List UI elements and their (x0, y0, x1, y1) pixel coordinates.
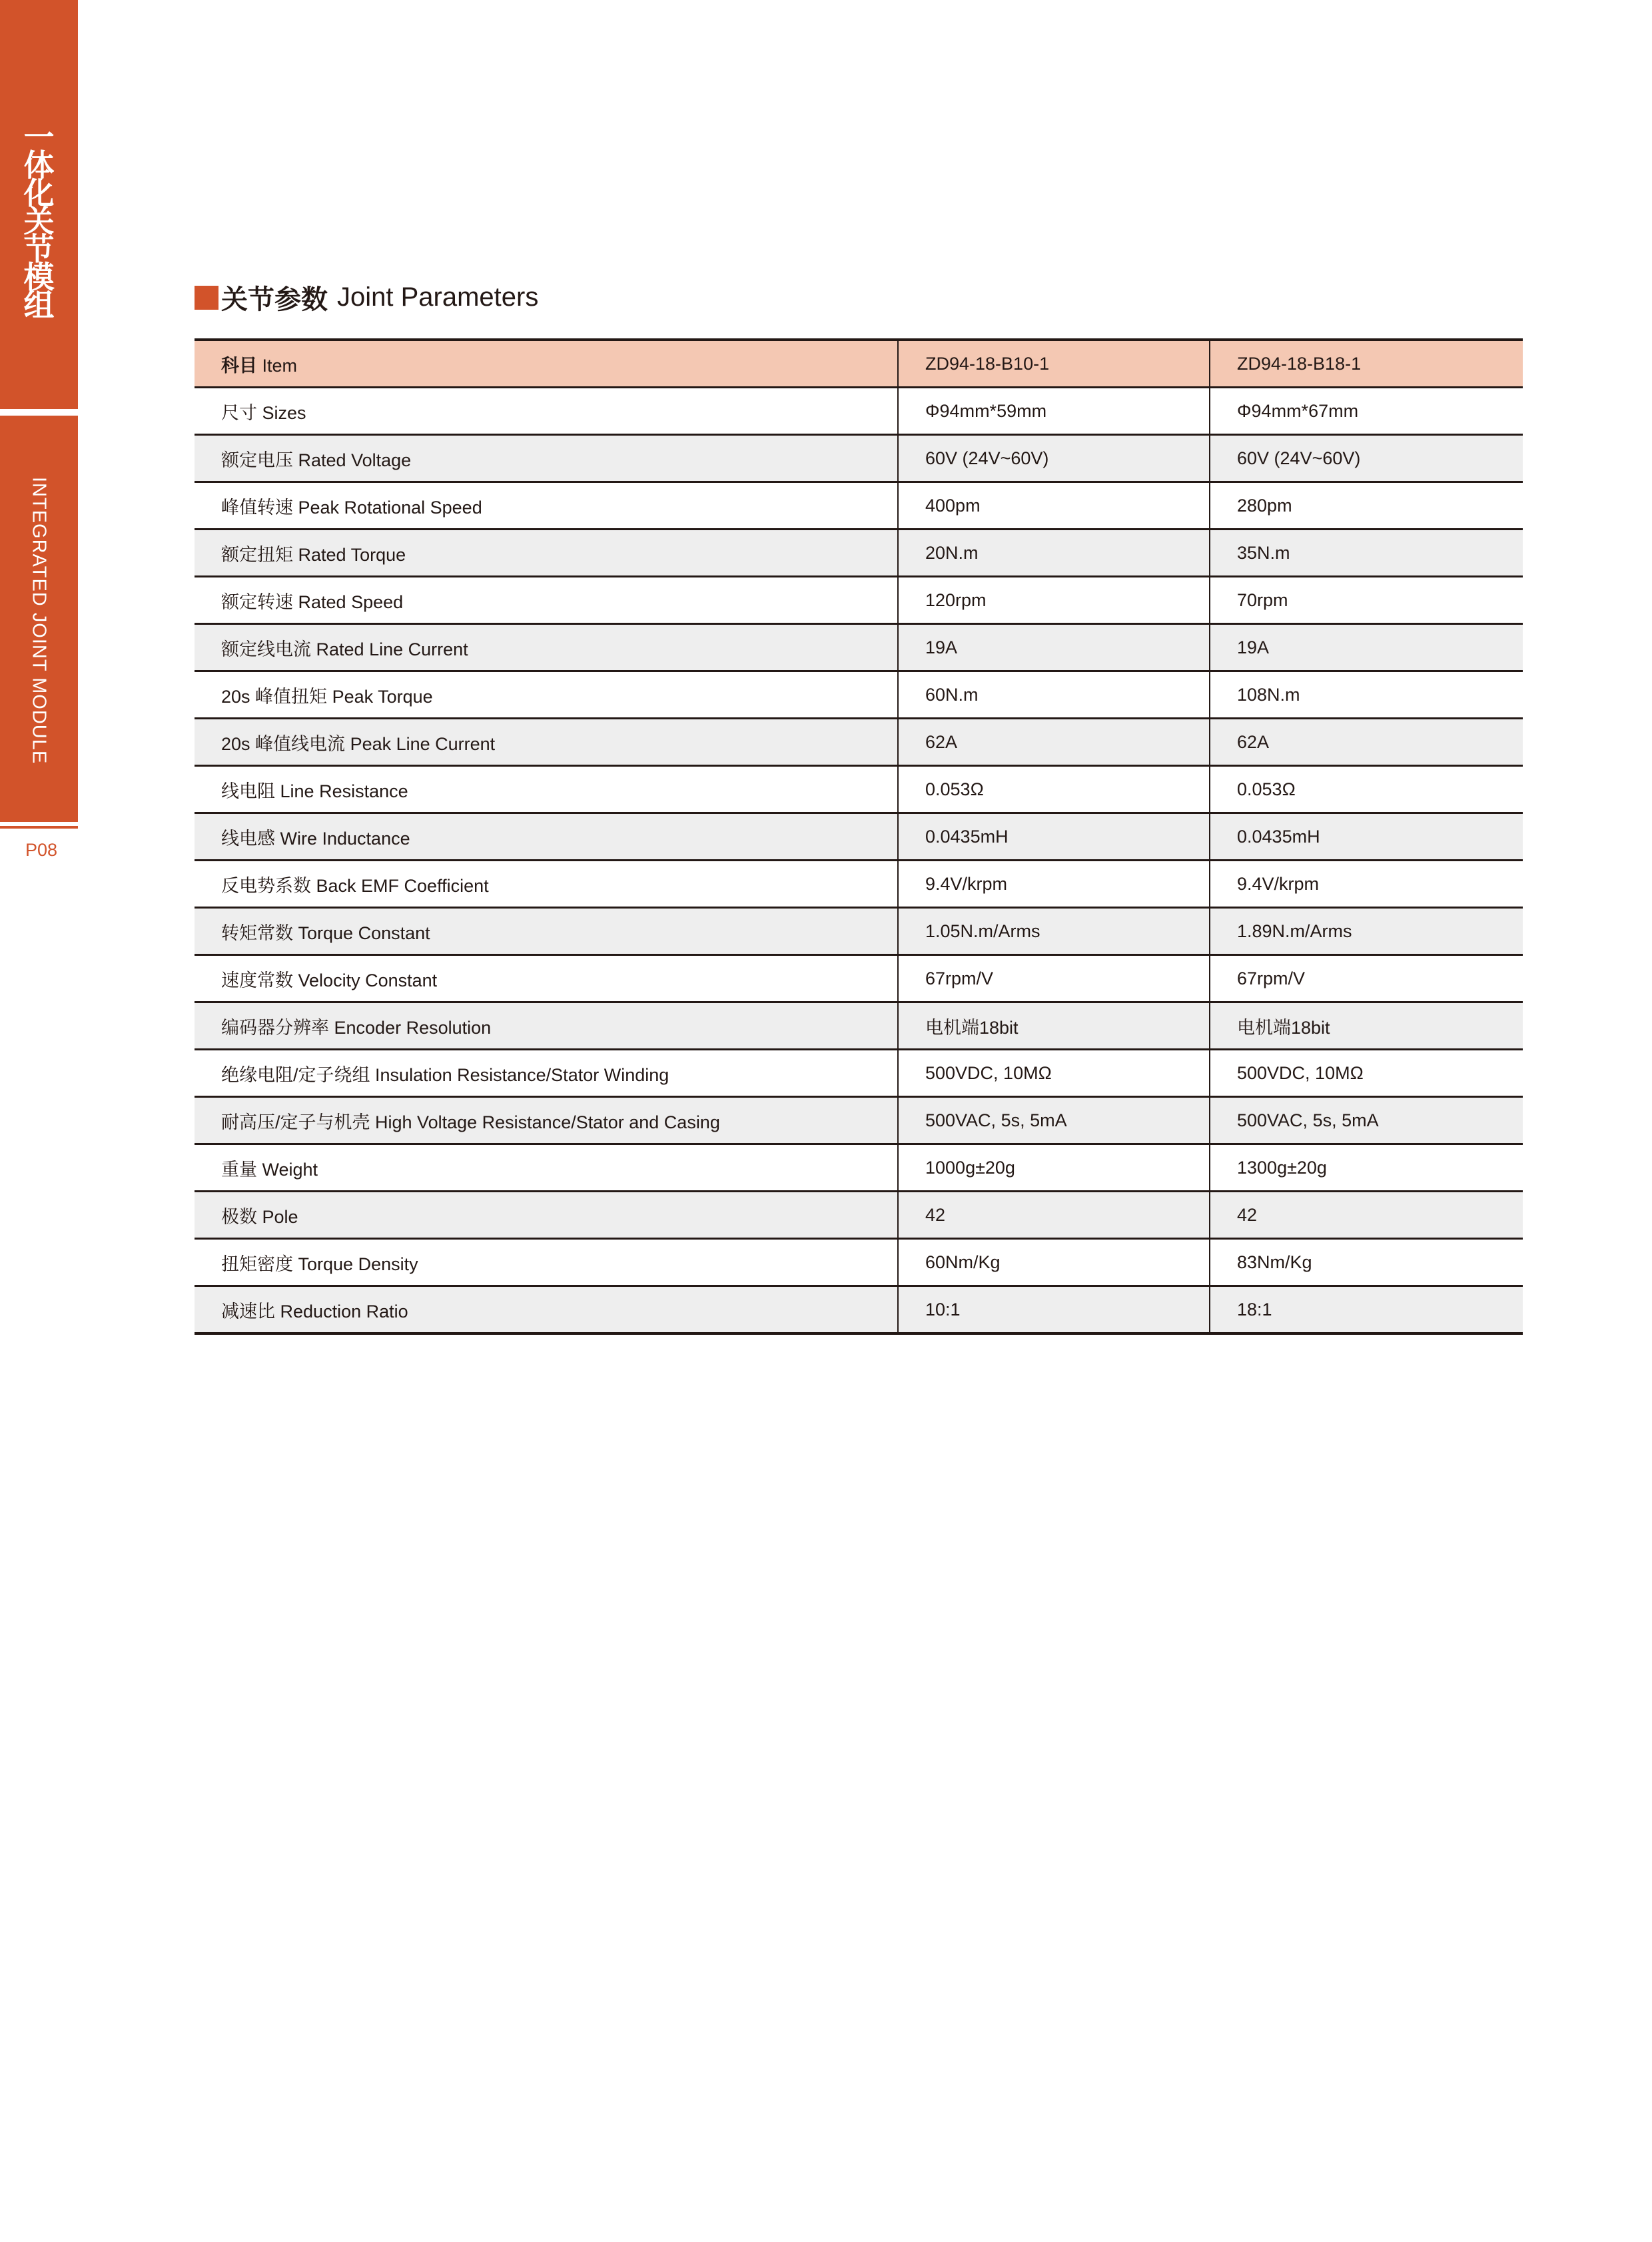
param-value-model-a: 1000g±20g (898, 1144, 1210, 1192)
param-name-cell (195, 1097, 898, 1144)
param-value-model-a: 20N.m (898, 530, 1210, 577)
param-value-model-b: 19A (1210, 624, 1523, 671)
param-value-model-b: 1.89N.m/Arms (1210, 908, 1523, 955)
param-name-cn: 20s 峰值扭矩 (221, 686, 328, 707)
param-name-en: Peak Torque (332, 686, 433, 707)
section-title-cn: 关节参数 (221, 285, 328, 314)
param-value-model-a: 500VDC, 10MΩ (898, 1050, 1210, 1097)
param-name-cn: 额定线电流 (221, 639, 311, 659)
sidebar-divider (0, 826, 78, 829)
param-name-cn: 转矩常数 (221, 923, 293, 943)
sidebar-english-title: INTEGRATED JOINT MODULE (28, 477, 50, 765)
param-value-model-b: 500VAC, 5s, 5mA (1210, 1097, 1523, 1144)
param-name-cell (195, 1002, 898, 1050)
sidebar-chinese-title (0, 120, 78, 322)
param-value-model-a: 电机端18bit (898, 1002, 1210, 1050)
param-value-model-a: 60Nm/Kg (898, 1239, 1210, 1286)
param-name-cell (195, 719, 898, 766)
section-title-en: Joint Parameters (337, 282, 539, 312)
param-value-model-a: 60N.m (898, 671, 1210, 719)
param-name-en: Wire Inductance (280, 828, 410, 849)
table-row (195, 861, 1523, 908)
param-value-model-b: 18:1 (1210, 1286, 1523, 1334)
param-name-en: Insulation Resistance/Stator Winding (375, 1064, 669, 1085)
param-name-en: Pole (262, 1206, 298, 1227)
table-row (195, 813, 1523, 861)
param-name-en: Back EMF Coefficient (316, 875, 489, 896)
param-value-model-a: 42 (898, 1192, 1210, 1239)
param-name-cell (195, 1239, 898, 1286)
param-name-cell (195, 813, 898, 861)
param-name-cell (195, 577, 898, 624)
param-value-model-b: 280pm (1210, 482, 1523, 530)
sidebar-title-char: 化 (23, 176, 55, 210)
param-name-en: Velocity Constant (298, 970, 438, 990)
param-name-en: Encoder Resolution (334, 1017, 492, 1038)
param-name-en: Weight (262, 1159, 318, 1180)
param-name-cell (195, 671, 898, 719)
table-row (195, 1097, 1523, 1144)
param-value-model-a: 62A (898, 719, 1210, 766)
param-name-cell (195, 482, 898, 530)
table-row (195, 1192, 1523, 1239)
param-value-model-a: 10:1 (898, 1286, 1210, 1334)
param-value-model-b: Φ94mm*67mm (1210, 388, 1523, 435)
param-value-model-b: 60V (24V~60V) (1210, 435, 1523, 482)
param-name-cn: 额定扭矩 (221, 544, 293, 565)
param-name-cn: 重量 (221, 1159, 257, 1180)
param-value-model-b: 62A (1210, 719, 1523, 766)
header-item-cn: 科目 (221, 355, 257, 376)
param-name-cn: 减速比 (221, 1301, 275, 1321)
param-name-en: Line Resistance (280, 781, 408, 801)
param-name-cn: 额定电压 (221, 450, 293, 470)
table-row (195, 388, 1523, 435)
table-row (195, 1050, 1523, 1097)
table-row (195, 766, 1523, 813)
sidebar-title-char: 一 (23, 120, 55, 155)
param-name-cn: 极数 (221, 1206, 257, 1227)
param-value-model-a: 9.4V/krpm (898, 861, 1210, 908)
param-value-model-b: 35N.m (1210, 530, 1523, 577)
param-name-cn: 扭矩密度 (221, 1254, 293, 1274)
param-name-cell (195, 388, 898, 435)
param-name-en: High Voltage Resistance/Stator and Casing (375, 1112, 720, 1132)
param-name-en: Peak Line Current (350, 733, 496, 754)
param-value-model-b: 0.0435mH (1210, 813, 1523, 861)
param-name-cell (195, 861, 898, 908)
param-name-en: Rated Torque (298, 544, 406, 565)
param-name-cell (195, 1144, 898, 1192)
param-name-cn: 速度常数 (221, 970, 293, 990)
page-number: P08 (25, 840, 58, 860)
param-name-cell (195, 908, 898, 955)
param-name-cell (195, 1192, 898, 1239)
sidebar-title-char: 节 (23, 232, 55, 266)
param-value-model-a: 19A (898, 624, 1210, 671)
sidebar-title-char: 模 (23, 260, 55, 294)
table-row (195, 482, 1523, 530)
param-name-en: Peak Rotational Speed (298, 497, 482, 518)
param-value-model-a: Φ94mm*59mm (898, 388, 1210, 435)
param-value-model-a: 0.0435mH (898, 813, 1210, 861)
param-value-model-b: 42 (1210, 1192, 1523, 1239)
param-value-model-a: 60V (24V~60V) (898, 435, 1210, 482)
param-name-cn: 编码器分辨率 (221, 1017, 329, 1038)
param-value-model-b: 电机端18bit (1210, 1002, 1523, 1050)
param-name-cn: 反电势系数 (221, 875, 311, 896)
table-row (195, 577, 1523, 624)
table-header-row (195, 340, 1523, 388)
table-row (195, 530, 1523, 577)
table-row (195, 1144, 1523, 1192)
param-name-cn: 耐高压/定子与机壳 (221, 1112, 370, 1132)
param-name-cell (195, 435, 898, 482)
header-model-a: ZD94-18-B10-1 (898, 340, 1210, 388)
param-name-cell (195, 766, 898, 813)
param-name-en: Torque Density (298, 1254, 418, 1274)
sidebar-title-char: 关 (23, 204, 55, 238)
param-name-en: Rated Line Current (316, 639, 468, 659)
param-name-en: Torque Constant (298, 923, 430, 943)
param-value-model-a: 400pm (898, 482, 1210, 530)
param-value-model-a: 120rpm (898, 577, 1210, 624)
param-name-cell (195, 624, 898, 671)
param-name-cell (195, 1286, 898, 1334)
header-model-b: ZD94-18-B18-1 (1210, 340, 1523, 388)
param-name-cn: 额定转速 (221, 591, 293, 612)
param-name-cn: 线电感 (221, 828, 275, 849)
table-row (195, 719, 1523, 766)
table-row (195, 435, 1523, 482)
table-row (195, 1002, 1523, 1050)
sidebar-title-char: 组 (23, 288, 55, 322)
param-value-model-a: 67rpm/V (898, 955, 1210, 1002)
table-row (195, 908, 1523, 955)
joint-parameters-table (195, 338, 1523, 1335)
param-value-model-b: 67rpm/V (1210, 955, 1523, 1002)
table-row (195, 1286, 1523, 1334)
param-value-model-a: 1.05N.m/Arms (898, 908, 1210, 955)
param-name-en: Rated Voltage (298, 450, 412, 470)
param-name-cn: 绝缘电阻/定子绕组 (221, 1064, 370, 1085)
table-row (195, 624, 1523, 671)
param-name-cn: 线电阻 (221, 781, 275, 801)
table-row (195, 671, 1523, 719)
param-value-model-b: 500VDC, 10MΩ (1210, 1050, 1523, 1097)
param-name-en: Reduction Ratio (280, 1301, 408, 1321)
param-name-cn: 峰值转速 (221, 497, 293, 518)
table-row (195, 1239, 1523, 1286)
param-value-model-a: 0.053Ω (898, 766, 1210, 813)
param-value-model-b: 70rpm (1210, 577, 1523, 624)
param-value-model-b: 1300g±20g (1210, 1144, 1523, 1192)
param-name-en: Sizes (262, 402, 306, 423)
param-value-model-b: 108N.m (1210, 671, 1523, 719)
param-name-cell (195, 1050, 898, 1097)
param-value-model-b: 83Nm/Kg (1210, 1239, 1523, 1286)
param-name-cell (195, 530, 898, 577)
param-value-model-b: 0.053Ω (1210, 766, 1523, 813)
section-title (195, 278, 538, 316)
param-value-model-b: 9.4V/krpm (1210, 861, 1523, 908)
param-name-cn: 20s 峰值线电流 (221, 733, 346, 754)
sidebar-title-char: 体 (23, 148, 55, 183)
header-item-cell (195, 340, 898, 388)
param-name-cn: 尺寸 (221, 402, 257, 423)
param-name-cell (195, 955, 898, 1002)
param-value-model-a: 500VAC, 5s, 5mA (898, 1097, 1210, 1144)
header-item-en: Item (262, 355, 298, 376)
section-marker-icon (195, 286, 218, 310)
table-row (195, 955, 1523, 1002)
param-name-en: Rated Speed (298, 591, 404, 612)
